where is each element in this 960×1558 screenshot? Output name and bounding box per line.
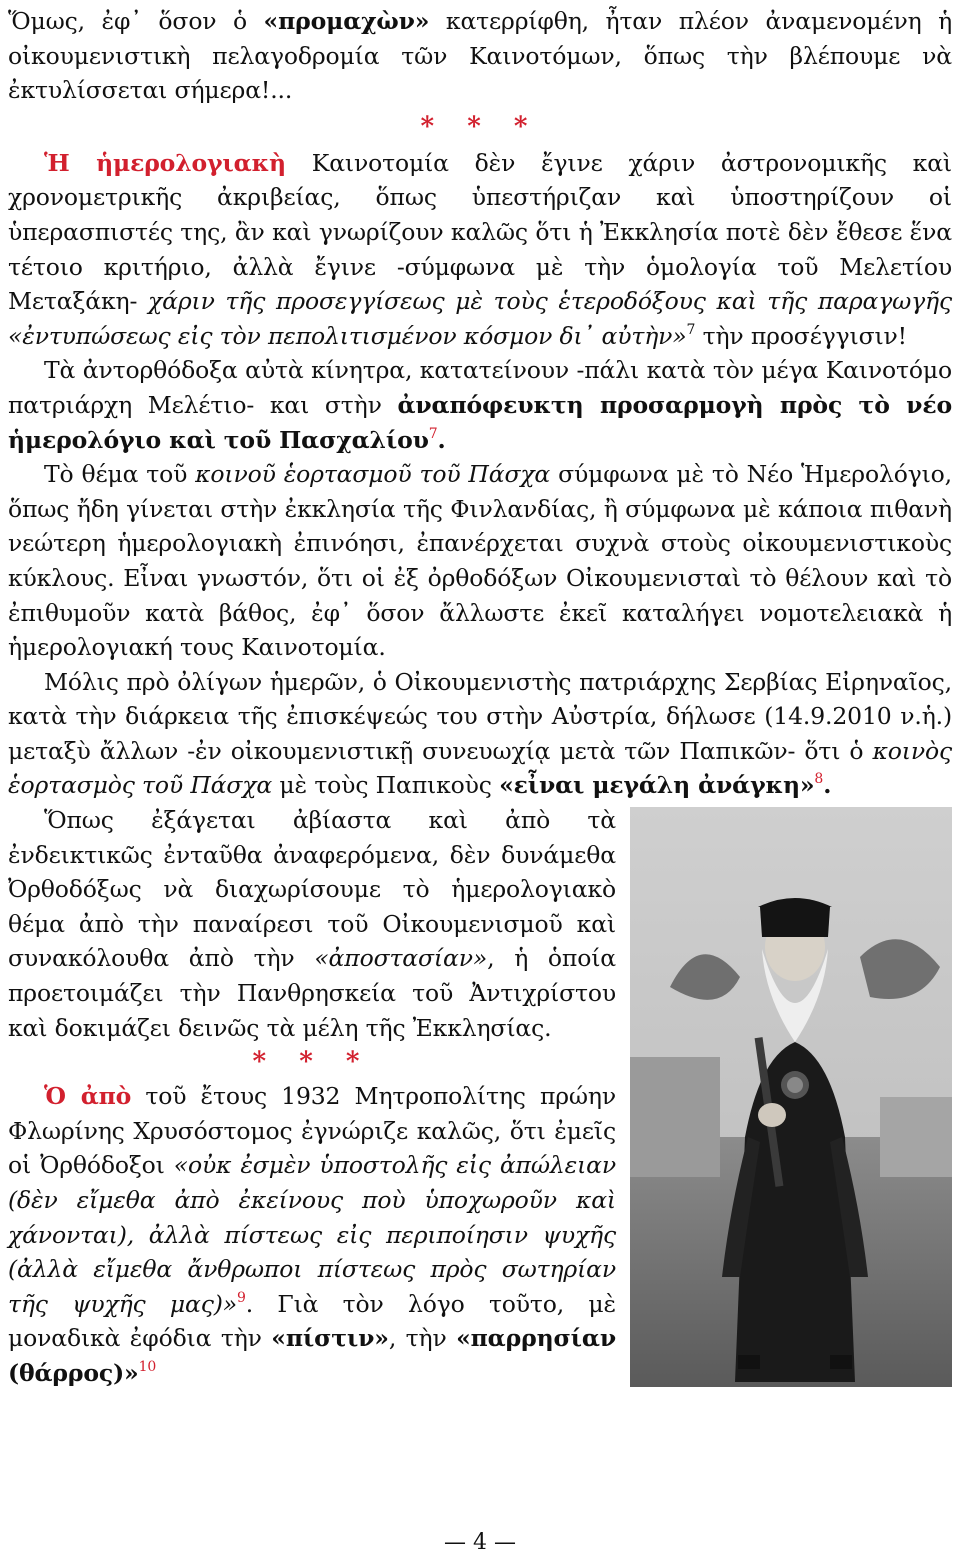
portrait-photo-icon xyxy=(630,807,952,1387)
italic-text: κοινὸς ἑορτασμὸς τοῦ Πάσχα xyxy=(8,736,952,800)
text: τοῦ ἔτους 1932 Μητροπολίτης πρώην Φλωρίνης Χρυσόστομος ἐγνώριζε καλῶς, ὅτι ἐμεῖς οἱ Ὀρθόδοξοι xyxy=(8,1082,616,1180)
footnote-ref[interactable]: 8 xyxy=(814,771,824,788)
italic-quote: χάριν τῆς προσεγγίσεως μὲ τοὺς ἑτεροδόξους καὶ τῆς παραγωγῆς «ἐντυπώσεως εἰς τὸν πεπολιτισμένον κόσμον δι᾽ αὐτὴν» xyxy=(8,287,952,350)
text: Τὸ θέμα τοῦ xyxy=(44,460,196,489)
drop-lead-red: Ὁ ἀπὸ xyxy=(44,1082,132,1111)
section-divider-stars: * * * xyxy=(252,1047,372,1078)
text: τὴν προσέγγισιν! xyxy=(695,321,907,350)
footnote-ref[interactable]: 10 xyxy=(138,1358,157,1375)
text: Καινοτομία δὲν ἔγινε χάριν ἀστρονομικῆς καὶ χρονομετρικῆς ἀκριβείας, ὅπως ὑπεστήριζαν καὶ ὑποστηρίζουν οἱ ὑπερασπιστές της, ἂν καὶ γνωρίζουν καλῶς ὅτι ἡ Ἐκκλησία ποτὲ δὲν ἔθεσε ἕνα τέτοιο κριτήριο, ἀλλὰ ἔγινε -σύμφωνα μὲ τὴν ὁμολογία τοῦ Μελετίου Μεταξάκη- xyxy=(8,148,952,316)
page-number: — 4 — xyxy=(444,1530,516,1555)
italic-text: κοινοῦ ἑορτασμοῦ τοῦ Πάσχα xyxy=(195,460,551,489)
text: κατερρίφθη, ἦταν πλέον ἀναμενομένη ἡ οἰκουμενιστικὴ πελαγοδρομία τῶν Καινοτόμων, ὅπως τὴν βλέπουμε νὰ ἐκτυλίσσεται σήμερα!... xyxy=(8,7,952,105)
footnote-ref[interactable]: 7 xyxy=(686,321,696,338)
text: σύμφωνα μὲ τὸ Νέο Ἡμερολόγιο, ὅπως ἤδη γίνεται στὴν ἐκκλησία τῆς Φινλανδίας, ἢ σύμφωνα μὲ κάποια πιθανὴ νεώτερη ἡμερολογιακὴ ἐπινόησι, ἐπανέρχεται συχνὰ στοὺς οἰκουμενιστικοὺς κύκλους. Εἶναι γνωστόν, ὅτι οἱ ἐξ ὀρθοδόξων Οἰκουμενισταὶ τὸ θέλουν καὶ τὸ ἐπιθυμοῦν κατὰ βάθος, ἐφ᾽ ὅσον ἄλλωστε ἐκεῖ καταλήγει νομοτελειακὰ ἡ ἡμερολογιακή τους Καινοτομία. xyxy=(8,460,952,662)
footnote-ref[interactable]: 7 xyxy=(428,425,438,442)
text: . xyxy=(823,771,832,800)
text: μὲ τοὺς Παπικοὺς xyxy=(272,771,500,800)
bold-text: «παρρησίαν (θάρρος)» xyxy=(8,1324,616,1387)
paragraph-5 xyxy=(8,665,952,803)
footnote-ref[interactable]: 9 xyxy=(237,1289,246,1306)
text: . Γιὰ τὸν λόγο τοῦτο, μὲ μοναδικὰ ἐφόδια τὴν xyxy=(8,1289,617,1353)
section-divider-stars: * * * xyxy=(420,111,540,142)
bold-text: «πίστιν» xyxy=(271,1324,389,1353)
bold-quote: «εἶναι μεγάλη ἀνάγκη» xyxy=(499,771,815,800)
text: Μόλις πρὸ ὀλίγων ἡμερῶν, ὁ Οἰκουμενιστὴς πατριάρχης Σερβίας Εἰρηναῖος, κατὰ τὴν διάρκεια τῆς ἐπισκέψεώς του στὴν Αὐστρία, δήλωσε (14.9.2010 ν.ἡ.) μεταξὺ ἄλλων -ἐν οἰκουμενιστικῇ συνευωχίᾳ μετὰ τῶν Παπικῶν- ὅτι ὁ xyxy=(8,667,952,765)
drop-lead-red: Ἡ ἡμερολογιακὴ xyxy=(44,148,286,177)
bold-text: ἀναπόφευκτη προσαρμογὴ πρὸς τὸ νέο ἡμερολόγιο καὶ τοῦ Πασχαλίου xyxy=(8,390,952,454)
paragraph-1 xyxy=(8,4,952,108)
bold-text: «προμαχὼν» xyxy=(263,7,430,35)
text: Τὰ ἀντορθόδοξα αὐτὰ κίνητρα, κατατείνουν -πάλι κατὰ τὸν μέγα Καινοτόμο πατριάρχη Μελέτιο- και στὴν xyxy=(8,356,952,419)
paragraph-4 xyxy=(8,457,952,665)
text: Ὅπως ἐξάγεται ἀβίαστα καὶ ἀπὸ τὰ ἐνδεικτικῶς ἐνταῦθα ἀναφερόμενα, δὲν δυνάμεθα Ὀρθοδόξως νὰ διαχωρίσουμε τὸ ἡμερολογιακὸ θέμα ἀπὸ τὴν παναίρεσι τοῦ Οἰκουμενισμοῦ καὶ συνακόλουθα ἀπὸ τὴν xyxy=(8,806,616,973)
italic-text: «ἀποστασίαν» xyxy=(314,944,488,973)
text: , τὴν xyxy=(388,1324,457,1353)
portrait-photo xyxy=(630,807,952,1387)
italic-quote: «οὐκ ἐσμὲν ὑποστολῆς εἰς ἀπώλειαν (δὲν εἴμεθα ἀπὸ ἐκείνους ποὺ ὑποχωροῦν καὶ χάνονται), ἀλλὰ πίστεως εἰς περιποίησιν ψυχῆς (ἀλλὰ εἴμεθα ἄνθρωποι πίστεως πρὸς σωτηρίαν τῆς ψυχῆς μας)» xyxy=(8,1151,616,1318)
paragraph-3 xyxy=(8,353,952,457)
document-page xyxy=(8,4,952,1393)
text: . xyxy=(437,425,446,454)
text: , ἡ ὁποία προετοιμάζει τὴν Πανθρησκεία τοῦ Ἀντιχρίστου καὶ δοκιμάζει δεινῶς τὰ μέλη τῆς Ἐκκλησίας. xyxy=(8,944,616,1042)
paragraph-2 xyxy=(8,146,952,354)
text: Ὅμως, ἐφ᾽ ὅσον ὁ xyxy=(8,7,264,35)
